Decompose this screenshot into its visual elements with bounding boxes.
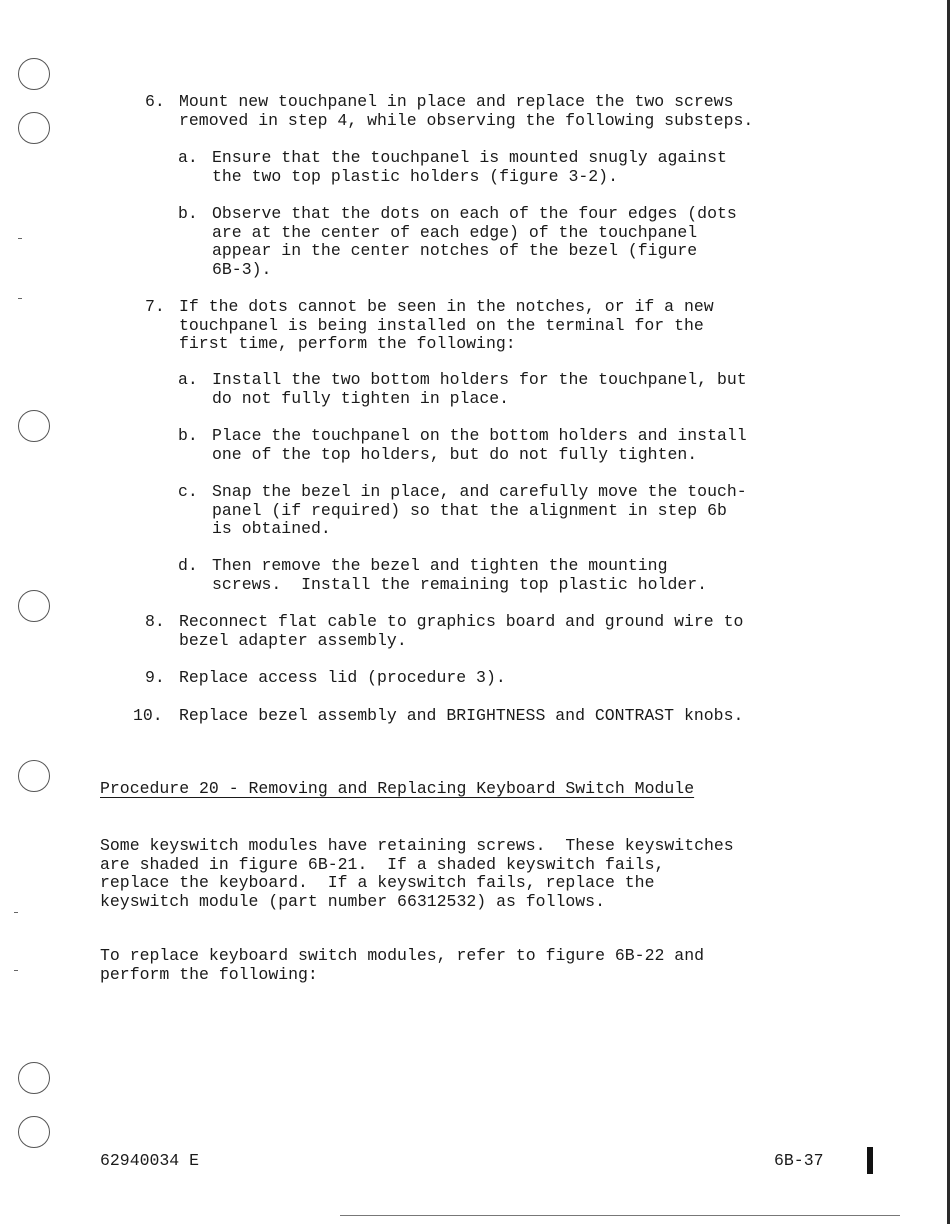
step-number: 6. — [145, 92, 165, 111]
punch-hole — [18, 1116, 50, 1148]
page-number: 6B-37 — [774, 1151, 824, 1170]
step-text: Replace access lid (procedure 3). — [179, 668, 506, 687]
step-number: 7. — [145, 297, 165, 316]
step-number: 10. — [133, 706, 163, 725]
punch-hole — [18, 590, 50, 622]
substep-letter: d. — [178, 556, 198, 575]
change-bar — [867, 1147, 873, 1174]
substep-letter: a. — [178, 148, 198, 167]
substep-text: Install the two bottom holders for the touchpanel, but do not fully tighten in place. — [212, 370, 747, 408]
bottom-edge-line — [340, 1215, 900, 1216]
punch-hole — [18, 112, 50, 144]
punch-hole — [18, 410, 50, 442]
punch-hole — [18, 1062, 50, 1094]
substep-text: Snap the bezel in place, and carefully move the touch- panel (if required) so that the alignment in step 6b is obtained. — [212, 482, 747, 538]
step-text: If the dots cannot be seen in the notches, or if a new touchpanel is being installed on the terminal for the first time, perform the following: — [179, 297, 714, 353]
substep-letter: c. — [178, 482, 198, 501]
step-text: Replace bezel assembly and BRIGHTNESS and CONTRAST knobs. — [179, 706, 744, 725]
scan-mark — [18, 238, 22, 239]
substep-text: Place the touchpanel on the bottom holders and install one of the top holders, but do not fully tighten. — [212, 426, 747, 464]
scan-mark — [18, 298, 22, 299]
substep-text: Observe that the dots on each of the four edges (dots are at the center of each edge) of the touchpanel appear in the center notches of the bezel (figure 6B-3). — [212, 204, 737, 279]
document-number: 62940034 E — [100, 1151, 200, 1170]
replace-paragraph: To replace keyboard switch modules, refer to figure 6B-22 and perform the following: — [100, 946, 704, 984]
substep-letter: b. — [178, 204, 198, 223]
step-text: Mount new touchpanel in place and replace the two screws removed in step 4, while observing the following substeps. — [179, 92, 754, 130]
scan-mark — [14, 912, 18, 913]
intro-paragraph: Some keyswitch modules have retaining screws. These keyswitches are shaded in figure 6B-21. If a shaded keyswitch fails, replace the keyboard. If a keyswitch fails, replace the keyswitch module (part number 66312532) as follows. — [100, 836, 734, 911]
substep-text: Then remove the bezel and tighten the mounting screws. Install the remaining top plastic holder. — [212, 556, 708, 594]
step-number: 9. — [145, 668, 165, 687]
substep-letter: a. — [178, 370, 198, 389]
punch-hole — [18, 58, 50, 90]
scan-mark — [14, 970, 18, 971]
punch-hole — [18, 760, 50, 792]
step-number: 8. — [145, 612, 165, 631]
procedure-heading: Procedure 20 - Removing and Replacing Keyboard Switch Module — [100, 779, 695, 798]
step-text: Reconnect flat cable to graphics board and ground wire to bezel adapter assembly. — [179, 612, 744, 650]
substep-letter: b. — [178, 426, 198, 445]
substep-text: Ensure that the touchpanel is mounted snugly against the two top plastic holders (figure 3-2). — [212, 148, 727, 186]
